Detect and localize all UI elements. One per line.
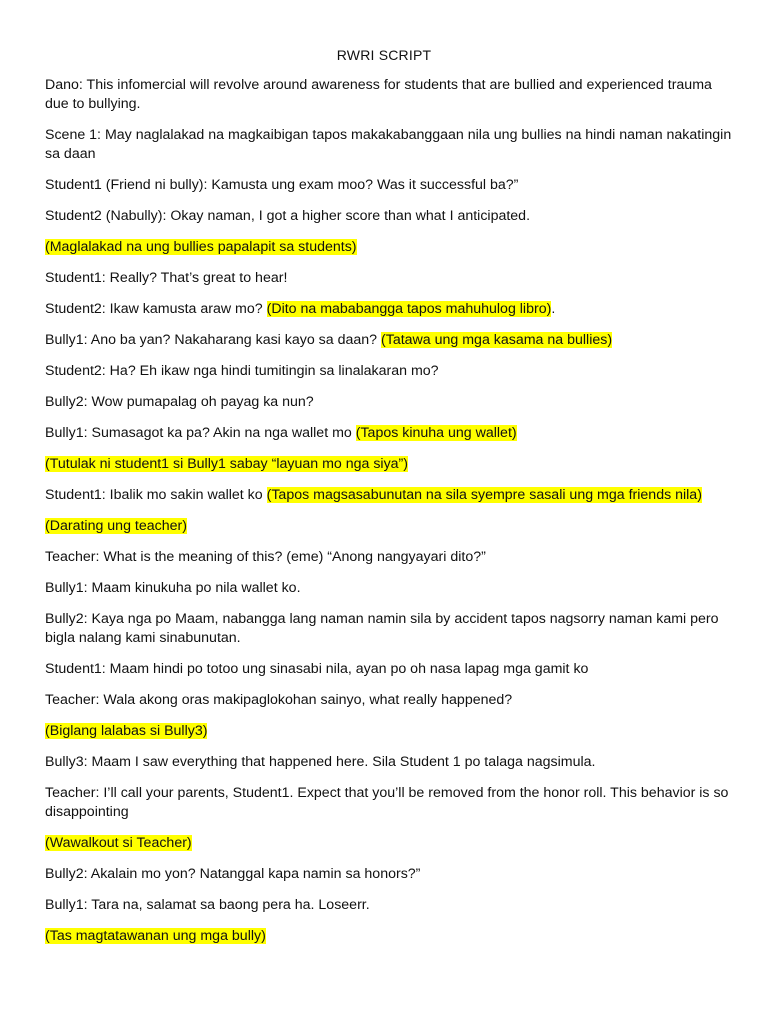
script-text: Bully2: Kaya nga po Maam, nabangga lang naman namin sila by accident tapos nagsorry naman kami pero bigla nalang kami sinabunutan. [45,611,719,646]
intro-line [45,76,735,114]
stage-direction-highlight: (Tapos kinuha ung wallet) [355,425,517,441]
script-text: Bully1: Tara na, salamat sa baong pera ha. Loseerr. [45,897,370,913]
direction-6 [45,927,735,946]
student2-line-1 [45,207,735,226]
direction-4 [45,722,735,741]
script-text: Teacher: What is the meaning of this? (eme) “Anong nangyayari dito?” [45,549,486,565]
script-text: . [551,301,556,317]
scene-1-line [45,126,735,164]
bully1-line-3 [45,579,735,598]
teacher-line-2 [45,691,735,710]
stage-direction-highlight: (Dito na mababangga tapos mahuhulog libro) [266,301,552,317]
student1-line-2 [45,269,735,288]
direction-3 [45,517,735,536]
script-text: Bully3: Maam I saw everything that happened here. Sila Student 1 po talaga nagsimula. [45,754,596,770]
script-text: Scene 1: May naglalakad na magkaibigan tapos makakabanggaan nila ung bullies na hindi naman nakatingin sa daan [45,127,732,162]
script-body [45,76,735,958]
bully1-line-2 [45,424,735,443]
script-text: Bully1: Maam kinukuha po nila wallet ko. [45,580,301,596]
teacher-line-1 [45,548,735,567]
script-text: Dano: This infomercial will revolve around awareness for students that are bullied and experienced trauma due to bullying. [45,77,712,112]
bully2-line-3 [45,865,735,884]
bully2-line-1 [45,393,735,412]
script-text: Student1: Ibalik mo sakin wallet ko [45,487,267,503]
bully2-line-2 [45,610,735,648]
script-text: Teacher: I’ll call your parents, Student1. Expect that you’ll be removed from the honor roll. This behavior is so disappointing [45,785,729,820]
stage-direction-highlight: (Biglang lalabas si Bully3) [45,723,208,739]
script-text: Student1: Really? That’s great to hear! [45,270,288,286]
bully3-line-1 [45,753,735,772]
script-text: Student2 (Nabully): Okay naman, I got a higher score than what I anticipated. [45,208,531,224]
page-title: RWRI SCRIPT [336,47,432,63]
stage-direction-highlight: (Tas magtatawanan ung mga bully) [45,928,266,944]
teacher-line-3 [45,784,735,822]
script-text: Bully1: Sumasagot ka pa? Akin na nga wallet mo [45,425,356,441]
student2-line-2 [45,300,735,319]
stage-direction-highlight: (Tapos magsasabunutan na sila syempre sasali ung mga friends nila) [266,487,702,503]
direction-2 [45,455,735,474]
student1-line-3 [45,486,735,505]
bully1-line-4 [45,896,735,915]
script-text: Bully2: Akalain mo yon? Natanggal kapa namin sa honors?” [45,866,421,882]
script-text: Student1 (Friend ni bully): Kamusta ung exam moo? Was it successful ba?” [45,177,519,193]
script-text: Student2: Ha? Eh ikaw nga hindi tumitingin sa linalakaran mo? [45,363,439,379]
stage-direction-highlight: (Tatawa ung mga kasama na bullies) [381,332,613,348]
stage-direction-highlight: (Wawalkout si Teacher) [45,835,192,851]
stage-direction-highlight: (Darating ung teacher) [45,518,187,534]
student1-line-1 [45,176,735,195]
student1-line-4 [45,660,735,679]
direction-5 [45,834,735,853]
stage-direction-highlight: (Tutulak ni student1 si Bully1 sabay “layuan mo nga siya”) [45,456,409,472]
bully1-line-1 [45,331,735,350]
script-text: Teacher: Wala akong oras makipaglokohan sainyo, what really happened? [45,692,513,708]
script-text: Student2: Ikaw kamusta araw mo? [45,301,267,317]
script-text: Bully2: Wow pumapalag oh payag ka nun? [45,394,314,410]
stage-direction-highlight: (Maglalakad na ung bullies papalapit sa students) [45,239,357,255]
script-text: Bully1: Ano ba yan? Nakaharang kasi kayo sa daan? [45,332,381,348]
script-text: Student1: Maam hindi po totoo ung sinasabi nila, ayan po oh nasa lapag mga gamit ko [45,661,589,677]
direction-1 [45,238,735,257]
student2-line-3 [45,362,735,381]
